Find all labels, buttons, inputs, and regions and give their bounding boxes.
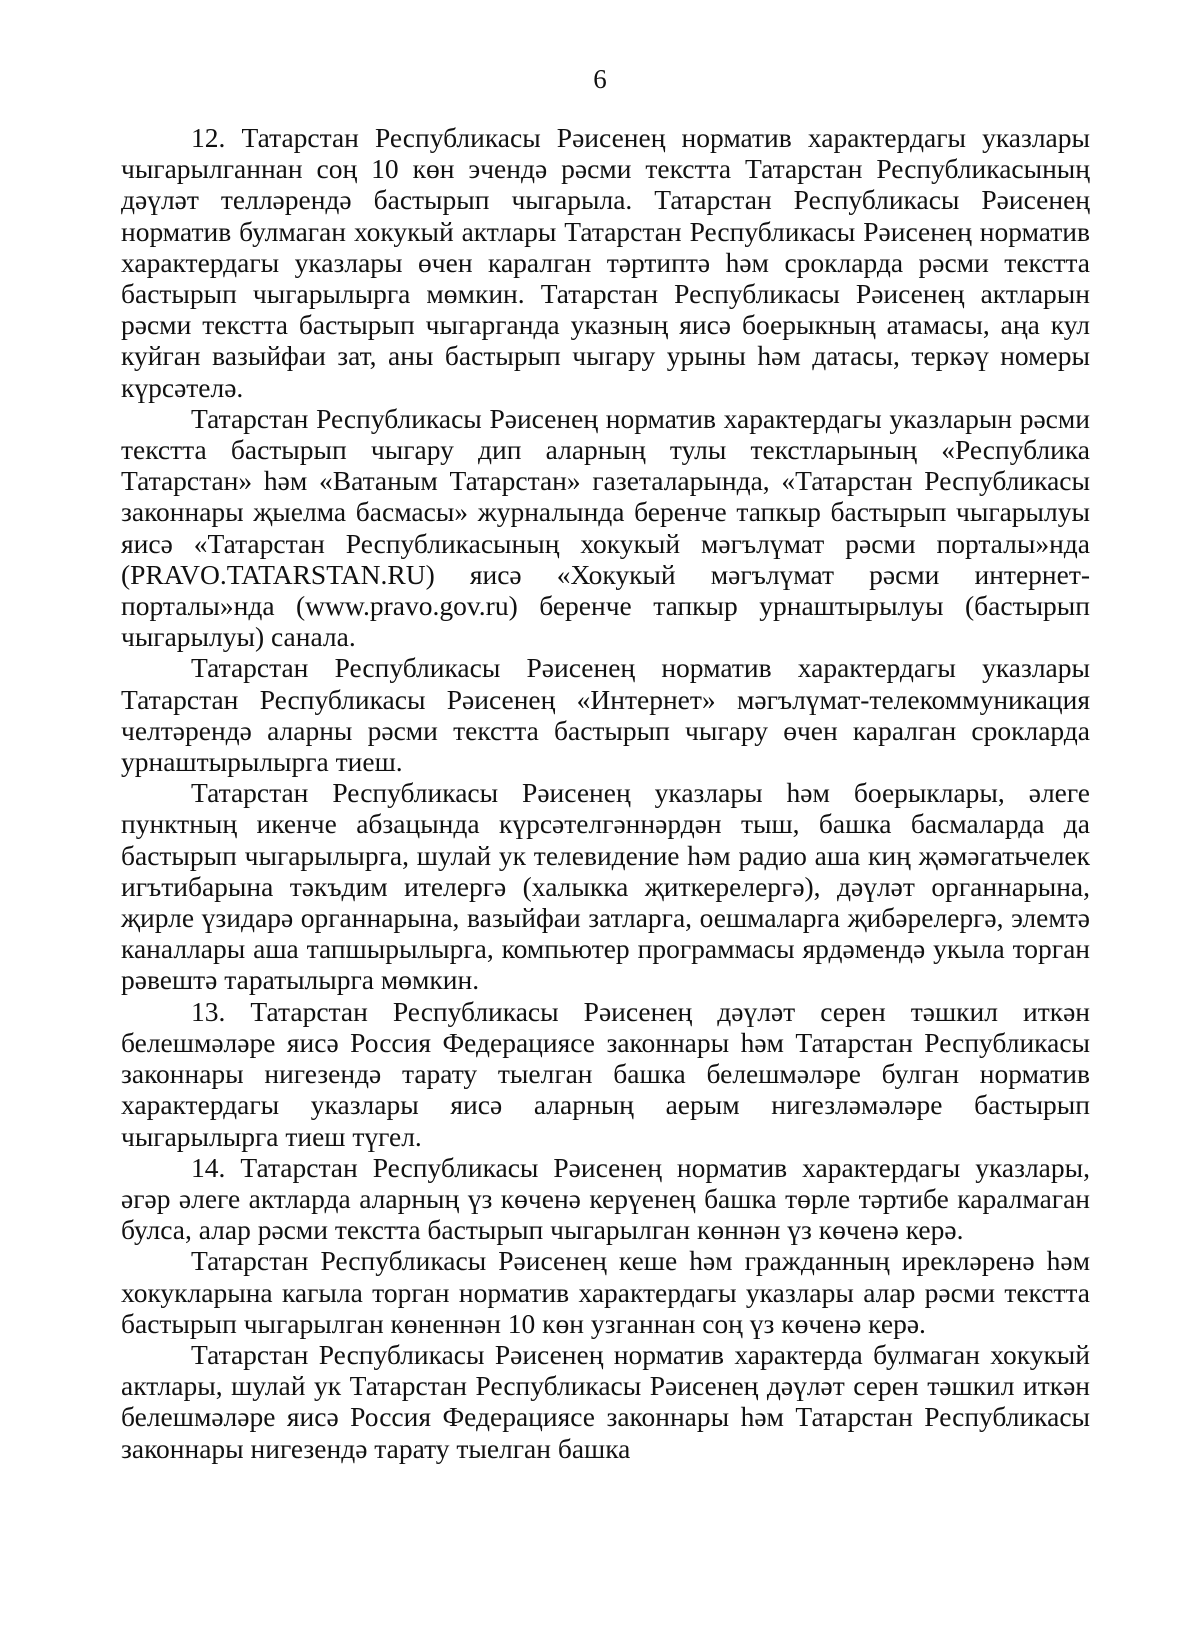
paragraph-other-publications: Татарстан Республикасы Рәисенең указлары һәм боерыклары, әлеге пунктның икенче абзацында күрсәтелгәннәрдән тыш, башка басмаларда да бастырып чыгарылырга, шулай ук телевидение һәм радио аша киң җәмәгатьчелек игътибарына тәкъдим ителергә (халыкка җиткерелергә), дәүләт органнарына, җирле үзидарә органнарына, вазыйфаи затларга, оешмаларга җибәрелергә, элемтә каналлары аша тапшырылырга, компьютер программасы ярдәмендә укыла торган рәвештә таратылырга мөмкин.: [121, 777, 1090, 996]
page-number: 6: [593, 64, 607, 94]
paragraph-official-publication-definition: Татарстан Республикасы Рәисенең норматив характердагы указларын рәсми текстта бастырып чыгару дип аларның тулы текстларының «Республика Татарстан» һәм «Ватаным Татарстан» газеталарында, «Татарстан Республикасы законнары җыелма басмасы» журналында беренче тапкыр бастырып чыгарылуы яисә «Татарстан Республикасының хокукый мәгълүмат рәсми порталы»нда (PRAVO.TATARSTAN.RU) яисә «Хокукый мәгълүмат рәсми интернет-порталы»нда (www.pravo.gov.ru) беренче тапкыр урнаштырылуы (бастырып чыгарылуы) санала.: [121, 402, 1090, 653]
paragraph-rights-and-freedoms: Татарстан Республикасы Рәисенең кеше һәм гражданның ирекләренә һәм хокукларына кагыла торган норматив характердагы указлары алар рәсми текстта бастырып чыгарылган көненнән 10 көн узганнан соң үз көченә керә.: [121, 1245, 1090, 1339]
document-body: [121, 122, 1090, 1464]
paragraph-item-12-publication: 12. Татарстан Республикасы Рәисенең норматив характердагы указлары чыгарылганнан соң 10 көн эчендә рәсми текстта Татарстан Республикасының дәүләт телләрендә бастырып чыгарыла. Татарстан Республикасы Рәисенең норматив булмаган хокукый актлары Татарстан Республикасы Рәисенең норматив характердагы указлары өчен каралган тәртиптә һәм срокларда рәсми текстта бастырып чыгарылырга мөмкин. Татарстан Республикасы Рәисенең актларын рәсми текстта бастырып чыгарганда указның яисә боерыкның атамасы, аңа кул куйган вазыйфаи зат, аны бастырып чыгару урыны һәм датасы, теркәү номеры күрсәтелә.: [121, 122, 1090, 403]
paragraph-non-normative-acts: Татарстан Республикасы Рәисенең норматив характерда булмаган хокукый актлары, шулай ук Татарстан Республикасы Рәисенең дәүләт серен тәшкил иткән белешмәләре яисә Россия Федерациясе законнары һәм Татарстан Республикасы законнары нигезендә тарату тыелган башка: [121, 1338, 1090, 1464]
paragraph-internet-placement: Татарстан Республикасы Рәисенең норматив характердагы указлары Татарстан Республикасы Рәисенең «Интернет» мәгълүмат-телекоммуникация челтәрендә аларны рәсми текстта бастырып чыгару өчен каралган срокларда урнаштырылырга тиеш.: [121, 652, 1090, 778]
paragraph-item-14-entry-into-force: 14. Татарстан Республикасы Рәисенең норматив характердагы указлары, әгәр әлеге актларда аларның үз көченә керүенең башка төрле тәртибе каралмаган булса, алар рәсми текстта бастырып чыгарылган көннән үз көченә керә.: [121, 1151, 1090, 1246]
paragraph-item-13-secret-information: 13. Татарстан Республикасы Рәисенең дәүләт серен тәшкил иткән белешмәләре яисә Россия Федерациясе законнары һәм Татарстан Республикасы законнары нигезендә тарату тыелган башка белешмәләре булган норматив характердагы указлары яисә аларның аерым нигезләмәләре бастырып чыгарылырга тиеш түгел.: [121, 995, 1090, 1152]
